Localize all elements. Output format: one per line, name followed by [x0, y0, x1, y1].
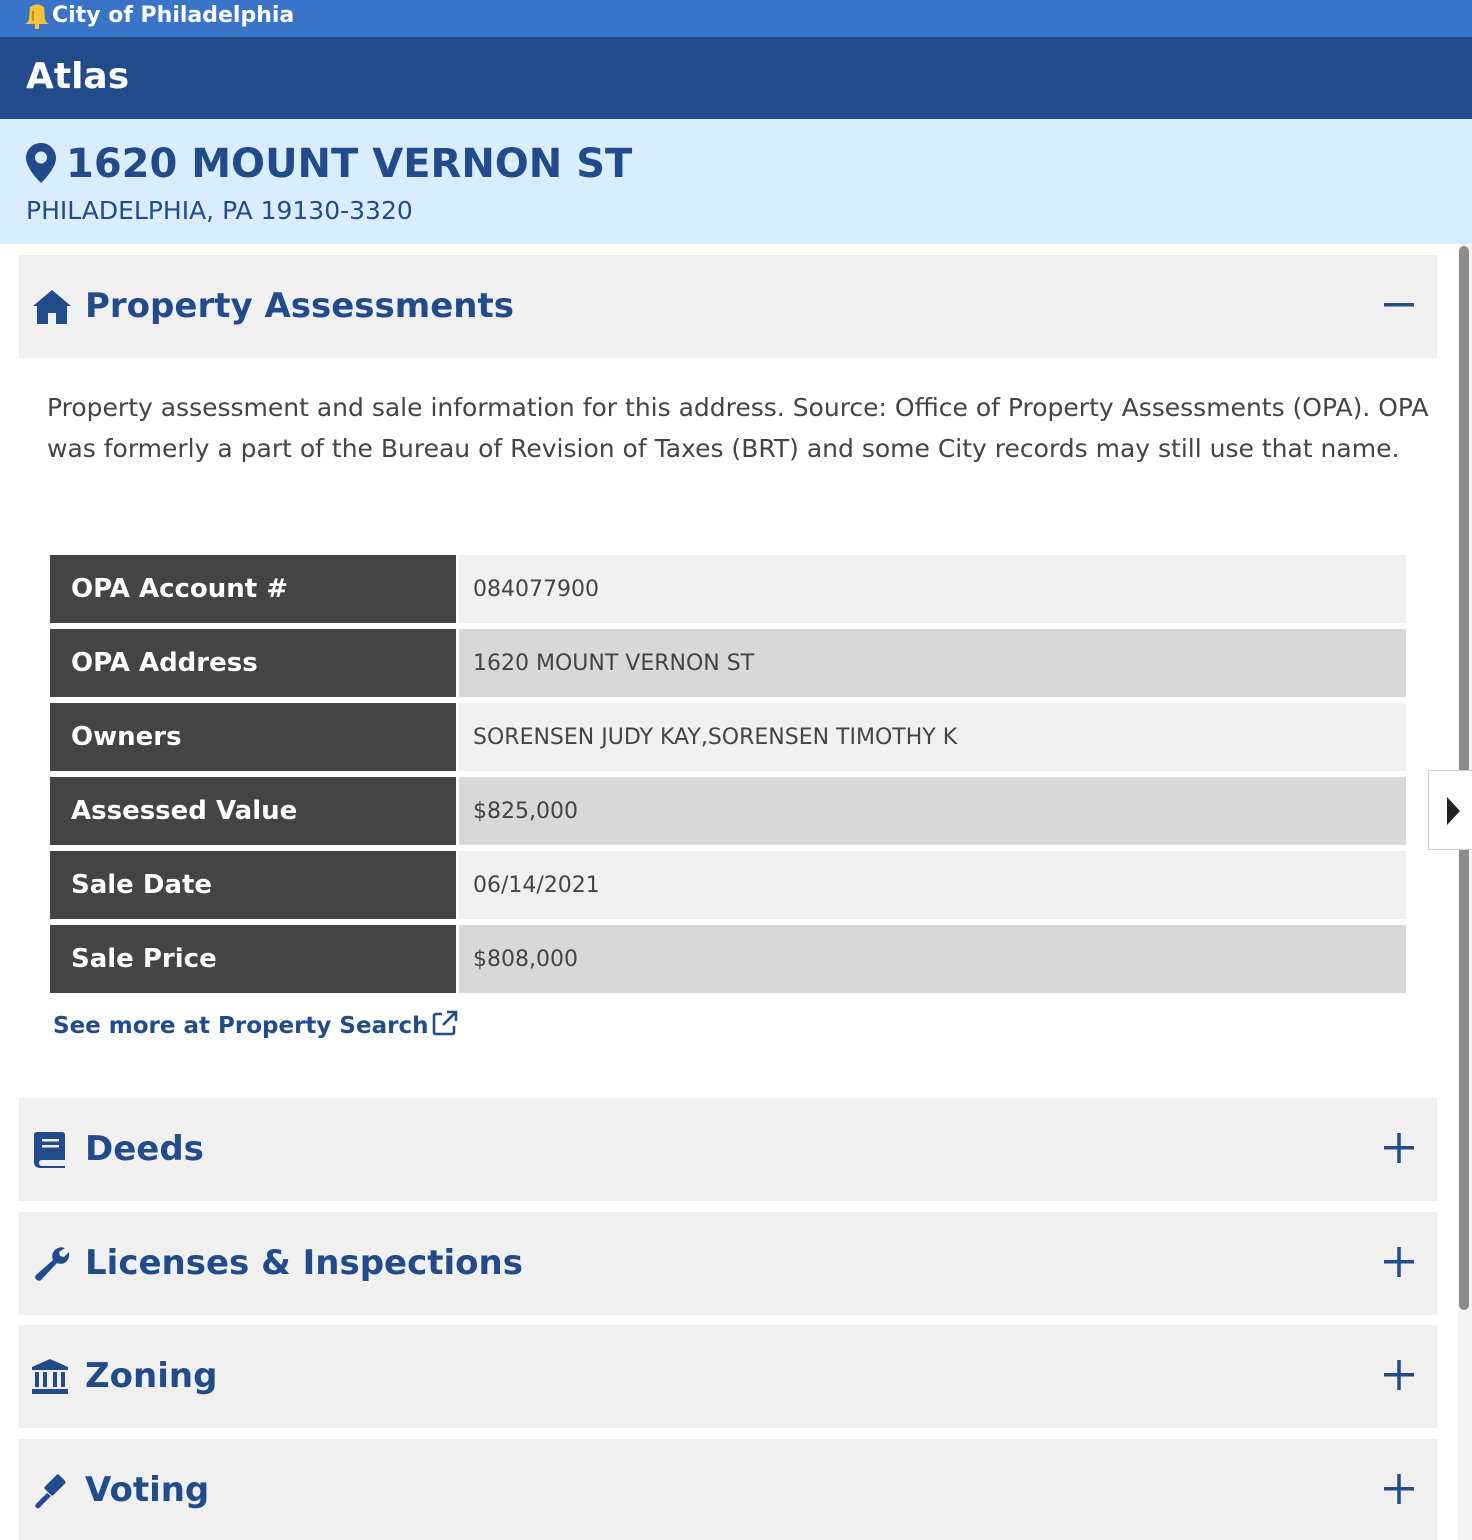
- table-row: [50, 555, 1406, 623]
- property-search-link-label: See more at Property Search: [53, 1013, 429, 1039]
- liberty-bell-logo-icon: [24, 3, 50, 31]
- row-label: Owners: [50, 703, 456, 771]
- panel-title: Licenses & Inspections: [85, 1243, 523, 1283]
- minus-icon[interactable]: [1383, 289, 1415, 321]
- row-value: 084077900: [459, 555, 1406, 623]
- book-icon: [32, 1132, 72, 1168]
- toggle-map-button[interactable]: [1428, 770, 1472, 850]
- panel-header-voting[interactable]: [19, 1439, 1437, 1540]
- address-street: 1620 MOUNT VERNON ST: [66, 141, 633, 187]
- external-link-icon: [432, 1010, 458, 1036]
- plus-icon[interactable]: [1383, 1359, 1415, 1391]
- building-columns-icon: [32, 1359, 72, 1395]
- row-value: 1620 MOUNT VERNON ST: [459, 629, 1406, 697]
- panel-description: Property assessment and sale information for this address. Source: Office of Property Assessments (OPA). OPA was formerly a part of the Bureau of Revision of Taxes (BRT) and some City records may still use that name.: [47, 393, 1429, 463]
- row-label: Assessed Value: [50, 777, 456, 845]
- panel-title: Zoning: [85, 1356, 218, 1396]
- table-row: [50, 629, 1406, 697]
- app-title[interactable]: Atlas: [26, 56, 130, 97]
- row-value: $825,000: [459, 777, 1406, 845]
- panel-title: Voting: [85, 1470, 210, 1510]
- gavel-icon: [32, 1473, 72, 1509]
- app-header: [0, 37, 1472, 119]
- row-value: SORENSEN JUDY KAY,SORENSEN TIMOTHY K: [459, 703, 1406, 771]
- table-row: [50, 925, 1406, 993]
- row-label: OPA Address: [50, 629, 456, 697]
- map-marker-icon: [26, 143, 56, 183]
- panel-title: Property Assessments: [85, 286, 514, 326]
- panel-header-deeds[interactable]: [19, 1098, 1437, 1201]
- caret-right-icon: [1445, 795, 1461, 827]
- row-value: 06/14/2021: [459, 851, 1406, 919]
- plus-icon[interactable]: [1383, 1132, 1415, 1164]
- row-label: Sale Price: [50, 925, 456, 993]
- panel-title: Deeds: [85, 1129, 204, 1169]
- table-row: [50, 777, 1406, 845]
- table-row: [50, 703, 1406, 771]
- panel-header-licenses-inspections[interactable]: [19, 1212, 1437, 1315]
- table-row: [50, 851, 1406, 919]
- property-search-link[interactable]: [53, 1010, 458, 1042]
- home-icon: [32, 289, 72, 325]
- row-label: OPA Account #: [50, 555, 456, 623]
- plus-icon[interactable]: [1383, 1246, 1415, 1278]
- city-of-philadelphia-link[interactable]: City of Philadelphia: [52, 3, 295, 28]
- address-city-state-zip: PHILADELPHIA, PA 19130-3320: [26, 196, 413, 225]
- panel-header-property-assessments[interactable]: [19, 255, 1437, 358]
- wrench-icon: [32, 1246, 72, 1282]
- address-header: [0, 119, 1472, 244]
- city-topbar: [0, 0, 1472, 37]
- row-value: $808,000: [459, 925, 1406, 993]
- row-label: Sale Date: [50, 851, 456, 919]
- panel-header-zoning[interactable]: [19, 1325, 1437, 1428]
- plus-icon[interactable]: [1383, 1473, 1415, 1505]
